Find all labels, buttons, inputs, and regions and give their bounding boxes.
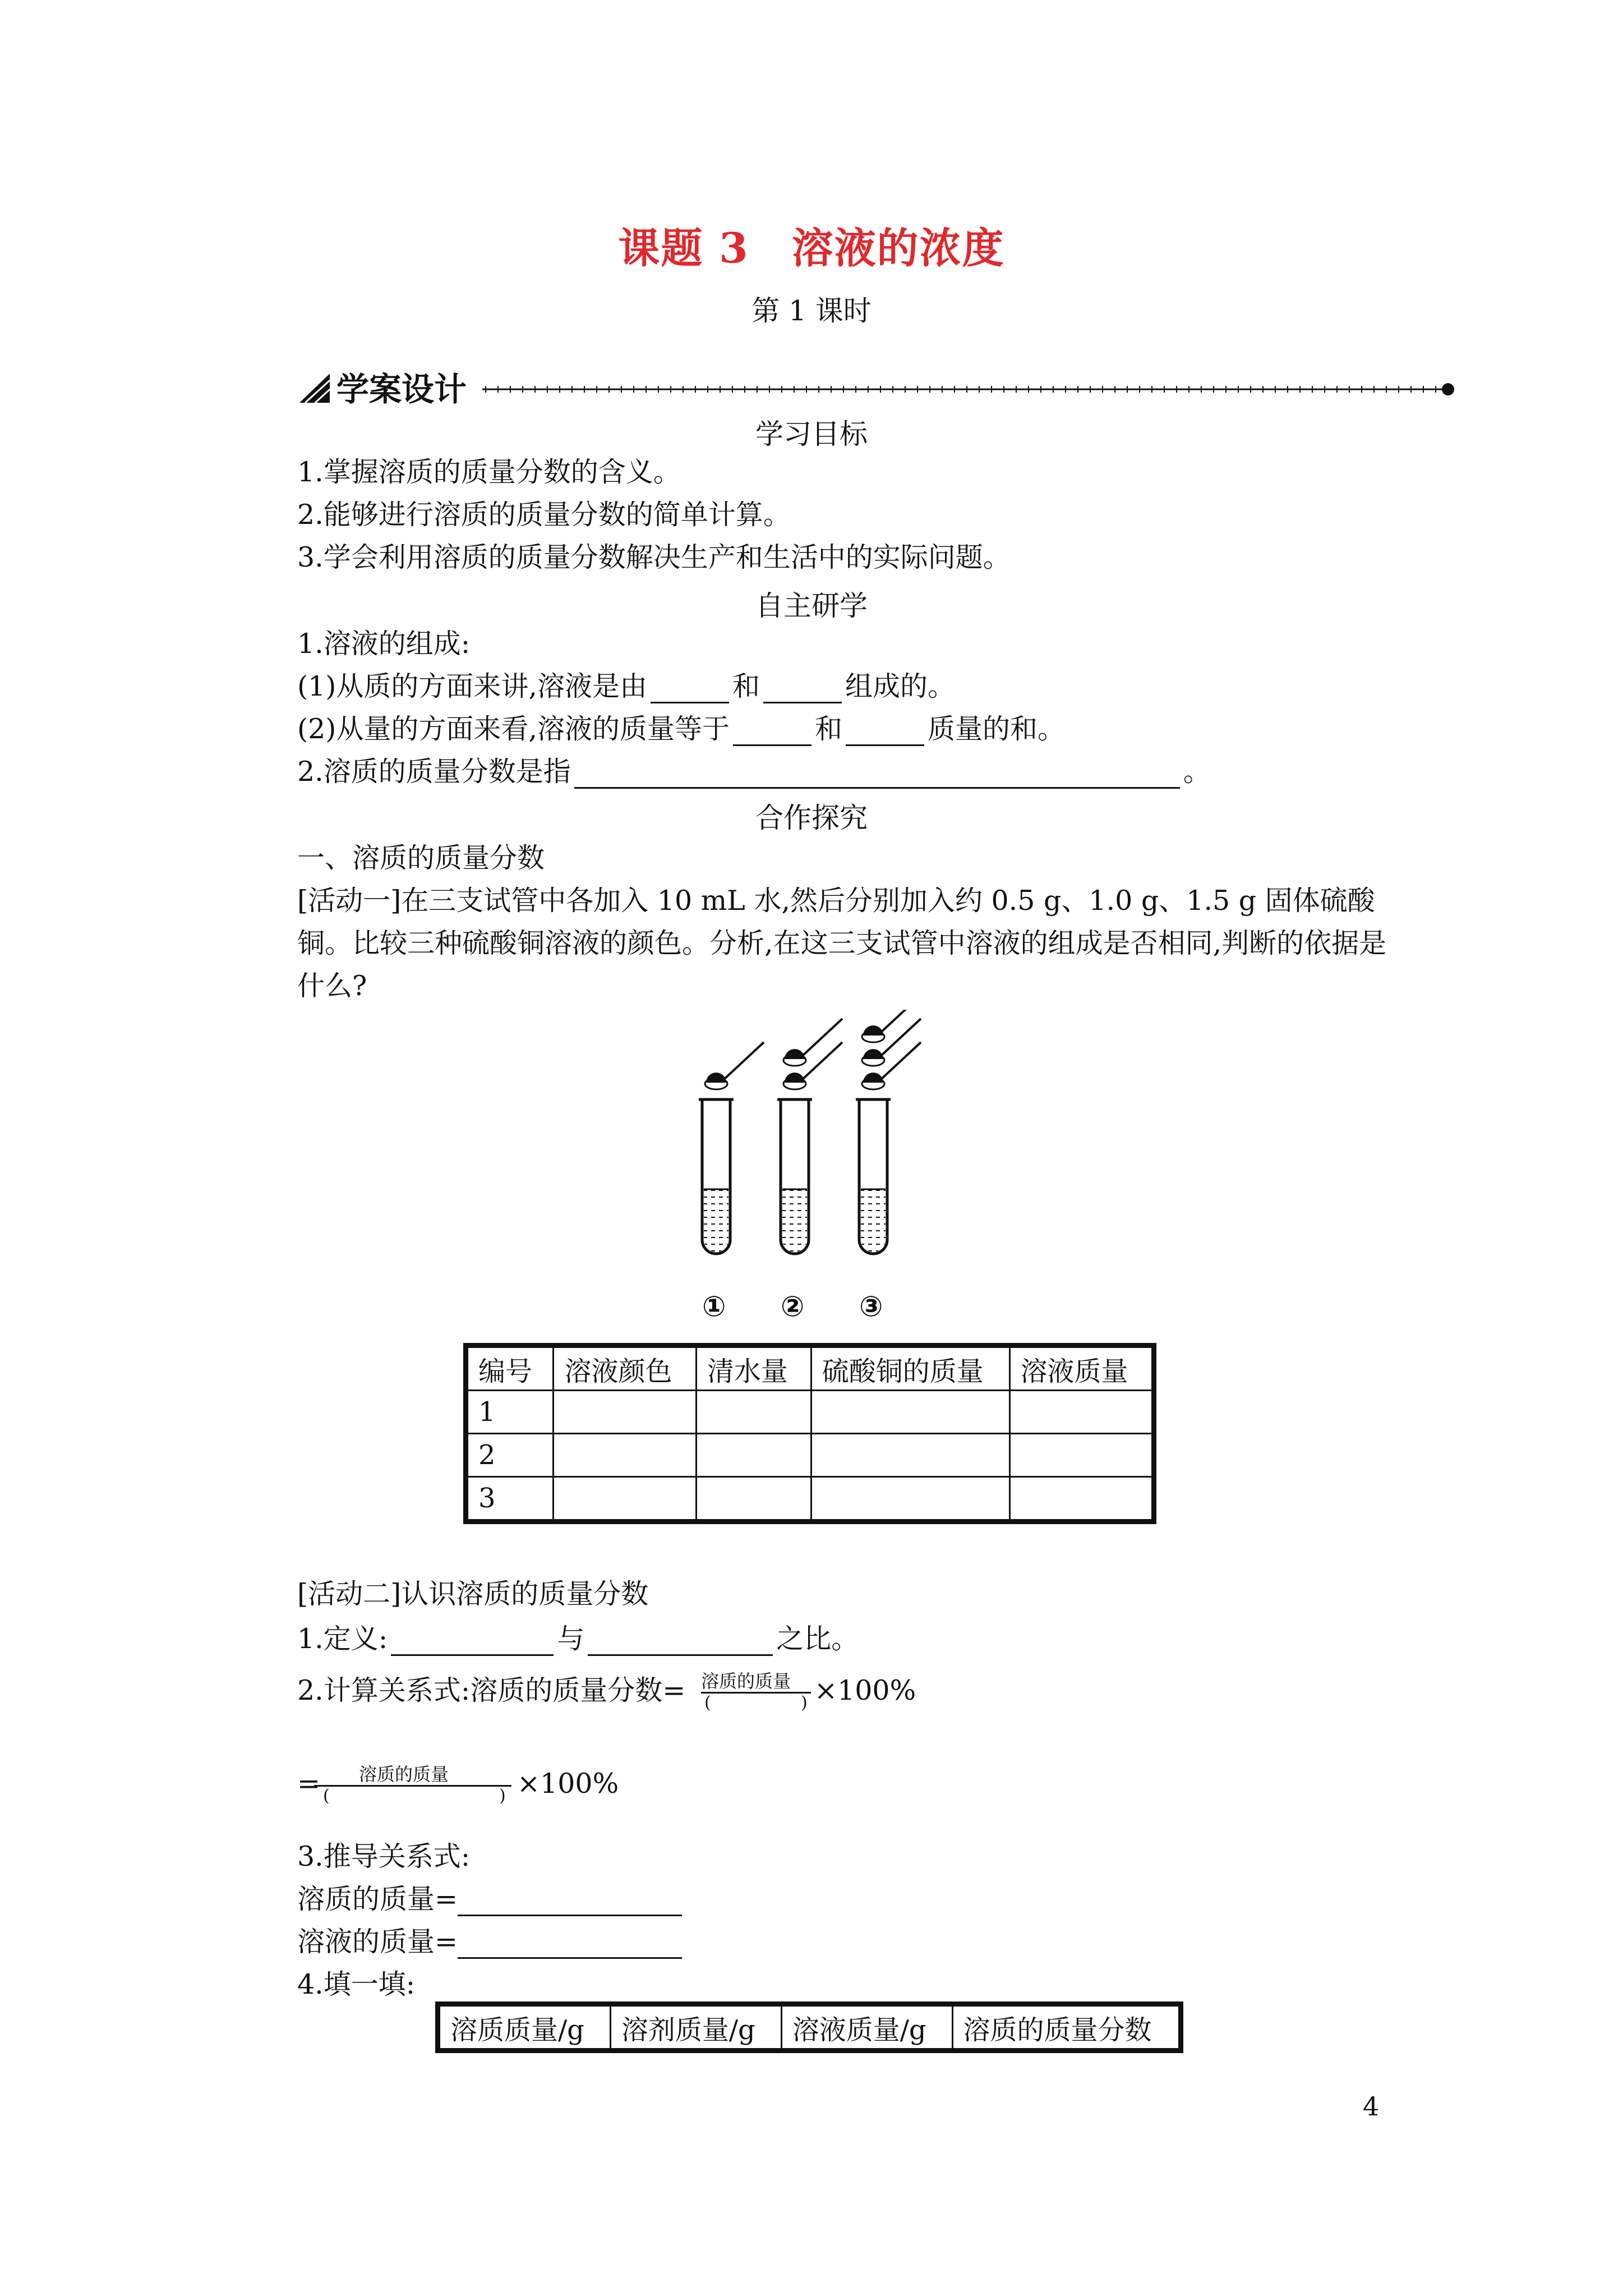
tube-label: ② — [781, 1290, 805, 1323]
equals-sign: = — [297, 1768, 321, 1800]
table-cell[interactable] — [811, 1391, 1009, 1434]
table-cell[interactable] — [696, 1391, 811, 1434]
table-cell: 2 — [466, 1434, 554, 1477]
q1a-and: 和 — [732, 670, 760, 702]
banner-title: 学案设计 — [336, 370, 467, 408]
table-row — [466, 1391, 1154, 1434]
table-cell: 1 — [466, 1391, 554, 1434]
activity-1-text: [活动一]在三支试管中各加入 10 mL 水,然后分别加入约 0.5 g、1.0 g、1.5 g 固体硫酸 — [297, 885, 1375, 917]
q1b-and: 和 — [815, 713, 843, 745]
question-1: 1.溶液的组成: — [297, 628, 471, 660]
fraction-paren-left: ( — [323, 1786, 330, 1806]
formula-label: 2.计算关系式:溶质的质量分数= — [297, 1674, 686, 1706]
table-cell[interactable] — [811, 1434, 1009, 1477]
fraction-1 — [701, 1667, 813, 1718]
goals-heading: 学习目标 — [755, 418, 868, 450]
test-tube — [777, 1099, 812, 1254]
q2-suffix: 。 — [1183, 756, 1211, 788]
test-tube — [856, 1099, 891, 1254]
table-header-cell: 溶质质量/g — [438, 2004, 611, 2051]
table-header-cell: 溶质的质量分数 — [952, 2004, 1181, 2051]
times-100: ×100% — [517, 1768, 619, 1800]
table-header-cell: 编号 — [466, 1346, 554, 1391]
spoon-icon — [705, 1042, 764, 1089]
question-1a — [297, 670, 955, 703]
fraction-bar — [701, 1692, 811, 1694]
q2-prefix: 2.溶质的质量分数是指 — [297, 756, 571, 788]
solute-mass-line — [297, 1883, 685, 1916]
question-2 — [297, 755, 1211, 789]
table-cell[interactable] — [1009, 1391, 1154, 1434]
table-cell[interactable] — [554, 1391, 696, 1434]
question-1b — [297, 712, 1065, 746]
activity-1-text: 什么? — [297, 970, 367, 1002]
page-number: 4 — [1363, 2091, 1380, 2122]
fraction-paren-right: ) — [499, 1786, 506, 1806]
times-100: ×100% — [814, 1674, 916, 1706]
table-cell: 3 — [466, 1477, 554, 1522]
table-header-cell: 溶液颜色 — [554, 1346, 696, 1391]
table-cell[interactable] — [1009, 1434, 1154, 1477]
activity-2-heading: [活动二]认识溶质的质量分数 — [297, 1578, 649, 1610]
table-cell[interactable] — [696, 1434, 811, 1477]
self-study-heading: 自主研学 — [755, 590, 868, 622]
solution-mass-label: 溶液的质量= — [297, 1926, 458, 1958]
fill-blank[interactable] — [458, 1888, 682, 1916]
definition-and: 与 — [557, 1623, 585, 1655]
q1a-suffix: 组成的。 — [845, 670, 956, 702]
table-header-row — [438, 2004, 1181, 2051]
definition-label: 1.定义: — [297, 1623, 388, 1655]
tube-label: ① — [702, 1290, 726, 1323]
section-1-heading: 一、溶质的质量分数 — [297, 842, 545, 874]
table-cell[interactable] — [554, 1477, 696, 1522]
goal-item: 2.能够进行溶质的质量分数的简单计算。 — [297, 499, 791, 531]
fill-heading: 4.填一填: — [297, 1968, 416, 2000]
observation-table — [463, 1343, 1156, 1524]
fill-blank[interactable] — [391, 1627, 554, 1656]
definition-suffix: 之比。 — [776, 1623, 859, 1655]
fraction-numerator: 溶质的质量 — [701, 1671, 791, 1692]
lesson-period: 第 1 课时 — [751, 295, 872, 327]
fraction-paren-left: ( — [704, 1693, 711, 1713]
fraction-numerator: 溶质的质量 — [359, 1764, 449, 1785]
table-cell[interactable] — [811, 1477, 1009, 1522]
activity-1-text: 铜。比较三种硫酸铜溶液的颜色。分析,在这三支试管中溶液的组成是否相同,判断的依据是 — [297, 927, 1387, 959]
test-tube — [699, 1099, 734, 1254]
fill-blank[interactable] — [588, 1627, 773, 1656]
solution-mass-line — [297, 1925, 685, 1959]
table-row — [466, 1477, 1154, 1522]
table-header-cell: 硫酸铜的质量 — [811, 1346, 1009, 1391]
table-row — [466, 1434, 1154, 1477]
q1b-suffix: 质量的和。 — [928, 713, 1066, 745]
fill-blank[interactable] — [458, 1930, 682, 1959]
goal-item: 3.学会利用溶质的质量分数解决生产和生活中的实际问题。 — [297, 541, 1011, 573]
spoon-icon — [783, 1019, 842, 1066]
q1a-prefix: (1)从质的方面来讲,溶液是由 — [297, 670, 647, 702]
derive-heading: 3.推导关系式: — [297, 1841, 471, 1872]
fraction-paren-right: ) — [801, 1693, 808, 1713]
page-title: 课题 3 溶液的浓度 — [618, 224, 1005, 273]
fill-table — [435, 2001, 1183, 2053]
banner-decoration — [297, 370, 1464, 409]
table-header-cell: 清水量 — [696, 1346, 811, 1391]
definition-line — [297, 1622, 859, 1656]
fraction-bar — [314, 1785, 511, 1787]
fill-blank[interactable] — [574, 760, 1180, 789]
fraction-2 — [314, 1760, 516, 1811]
fill-blank[interactable] — [733, 717, 811, 746]
fill-blank[interactable] — [651, 675, 729, 703]
section-banner — [297, 370, 1464, 409]
solute-mass-label: 溶质的质量= — [297, 1883, 458, 1915]
tube-label: ③ — [859, 1290, 883, 1323]
table-header-cell: 溶液质量/g — [781, 2004, 952, 2051]
table-header-cell: 溶剂质量/g — [610, 2004, 781, 2051]
fill-blank[interactable] — [763, 675, 842, 703]
table-cell[interactable] — [1009, 1477, 1154, 1522]
coop-heading: 合作探究 — [755, 802, 868, 834]
fill-blank[interactable] — [846, 717, 924, 746]
table-cell[interactable] — [696, 1477, 811, 1522]
q1b-prefix: (2)从量的方面来看,溶液的质量等于 — [297, 713, 730, 745]
table-header-row — [466, 1346, 1154, 1391]
table-cell[interactable] — [554, 1434, 696, 1477]
goal-item: 1.掌握溶质的质量分数的含义。 — [297, 456, 681, 488]
table-header-cell: 溶液质量 — [1009, 1346, 1154, 1391]
test-tubes-figure — [662, 1010, 942, 1301]
